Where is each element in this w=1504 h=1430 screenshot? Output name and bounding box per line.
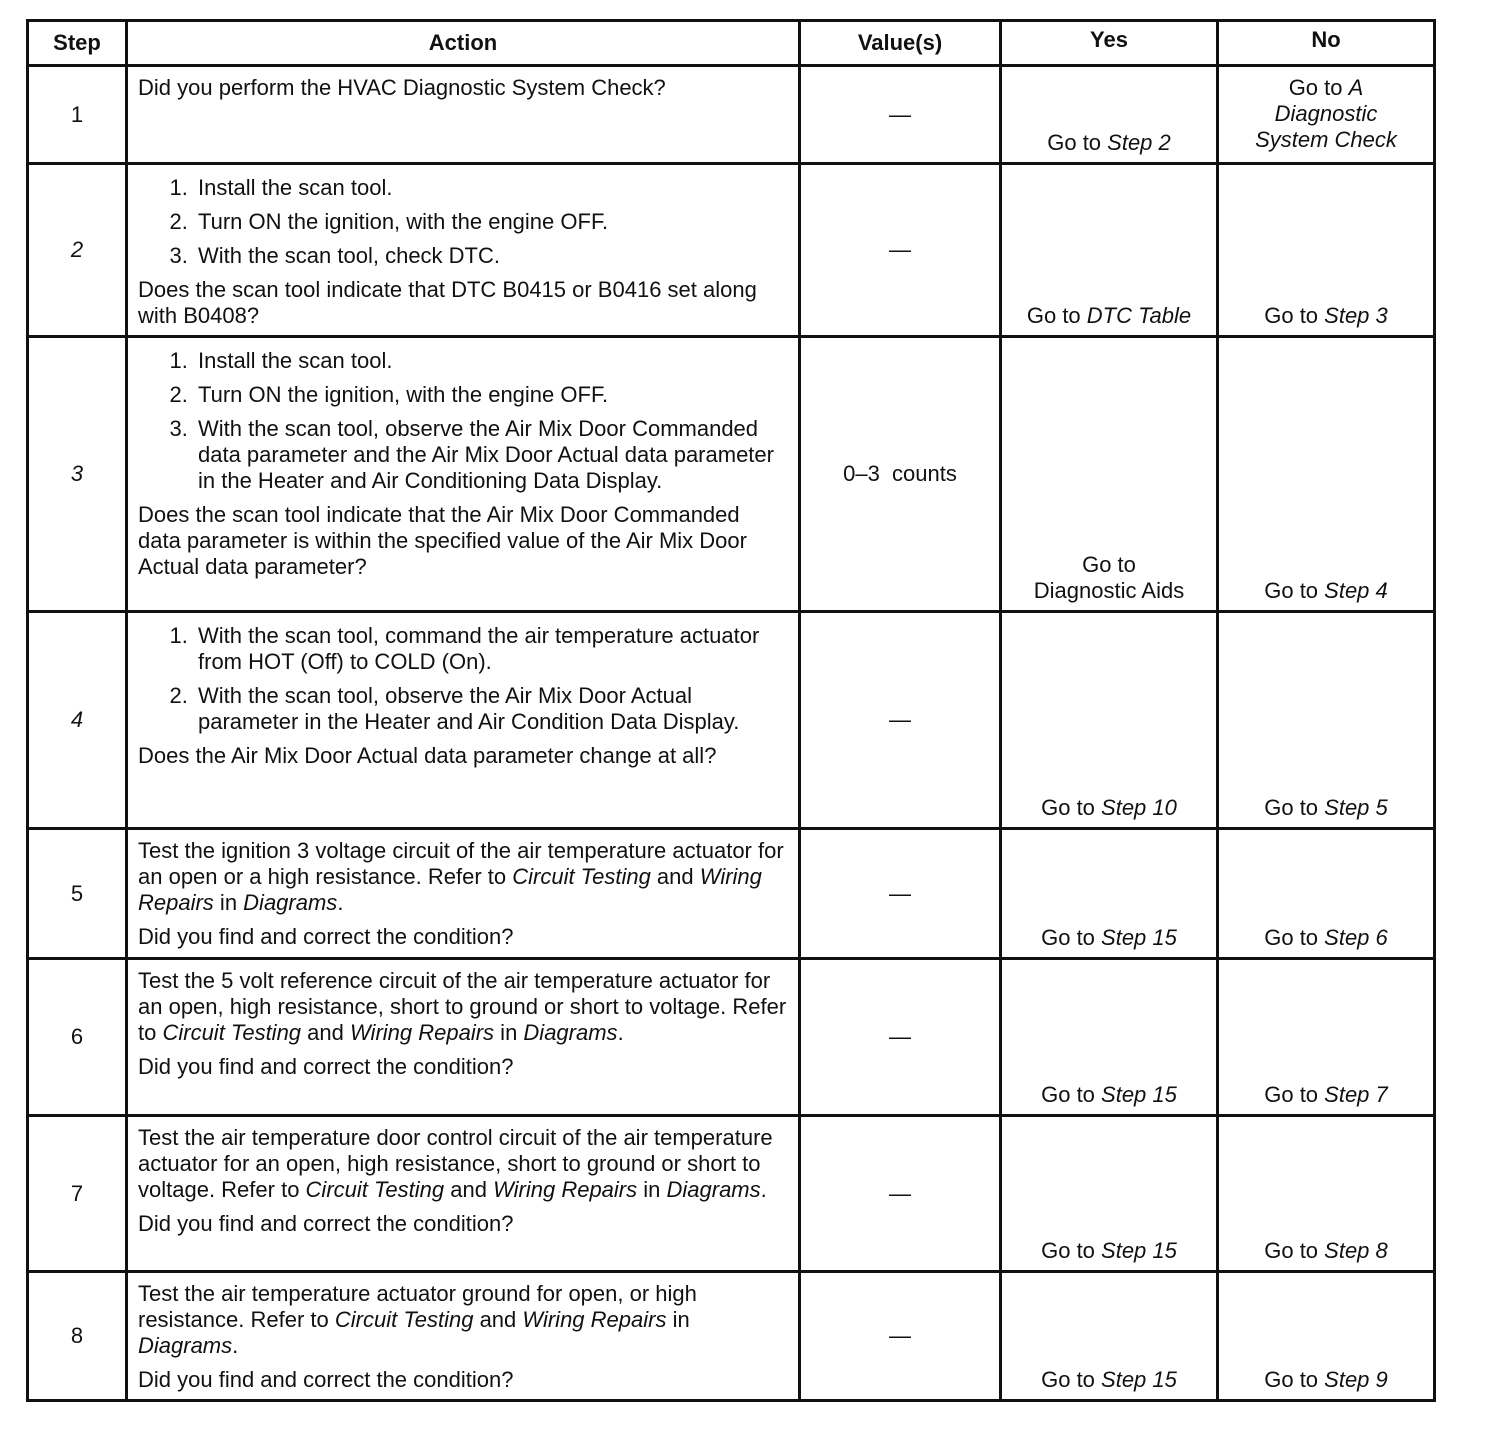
step-number: 4 xyxy=(28,612,127,829)
action-instruction: Test the ignition 3 voltage circuit of the air temperature actuator for an open or a high resistance. Refer to Circuit Testing and Wiring Repairs in Diagrams. xyxy=(138,838,784,915)
step-link: Step 10 xyxy=(1101,795,1177,820)
step-link: Step 15 xyxy=(1101,925,1177,950)
yes-cell: Go to DTC Table xyxy=(1001,164,1218,337)
action-cell xyxy=(127,612,800,829)
step-link: Step 2 xyxy=(1107,130,1171,155)
action-cell xyxy=(127,959,800,1116)
no-cell: Go to Step 9 xyxy=(1218,1272,1435,1401)
step-number: 7 xyxy=(28,1116,127,1272)
action-question: Does the scan tool indicate that the Air Mix Door Commanded data parameter is within the specified value of the Air Mix Door Actual data parameter? xyxy=(138,502,747,579)
step-link: Step 15 xyxy=(1101,1082,1177,1107)
header-row xyxy=(28,21,1435,66)
table-row xyxy=(28,959,1435,1116)
procedure-link: Diagnostic Aids xyxy=(1033,578,1185,603)
step-link: Step 5 xyxy=(1324,795,1388,820)
diagnostic-table xyxy=(26,19,1436,1402)
step-number: 2 xyxy=(28,164,127,337)
header-yes: Yes xyxy=(1001,21,1218,66)
step-link: Step 15 xyxy=(1101,1367,1177,1392)
action-question: Did you find and correct the condition? xyxy=(138,1211,514,1236)
yes-cell: Go to Step 15 xyxy=(1001,1272,1218,1401)
action-cell xyxy=(127,1272,800,1401)
value-cell: — xyxy=(800,612,1001,829)
step-number: 1 xyxy=(28,66,127,164)
table-row xyxy=(28,337,1435,612)
step-link: Step 3 xyxy=(1324,303,1388,328)
action-instruction: Test the air temperature door control circuit of the air temperature actuator for an open, high resistance, short to ground or short to voltage. Refer to Circuit Testing and Wiring Repairs in Diagrams. xyxy=(138,1125,773,1202)
action-cell xyxy=(127,1116,800,1272)
step-link: Step 8 xyxy=(1324,1238,1388,1263)
step-link: Step 15 xyxy=(1101,1238,1177,1263)
action-cell xyxy=(127,66,800,164)
table-row xyxy=(28,829,1435,959)
action-question: Did you find and correct the condition? xyxy=(138,1367,514,1392)
step-link: Step 6 xyxy=(1324,925,1388,950)
action-question: Does the Air Mix Door Actual data parameter change at all? xyxy=(138,743,717,768)
yes-cell: Go to Step 15 xyxy=(1001,959,1218,1116)
action-cell xyxy=(127,829,800,959)
header-no: No xyxy=(1218,21,1435,66)
step-number: 8 xyxy=(28,1272,127,1401)
table-row xyxy=(28,612,1435,829)
step-number: 6 xyxy=(28,959,127,1116)
no-cell: Go to Step 4 xyxy=(1218,337,1435,612)
yes-cell: Go to Step 10 xyxy=(1001,612,1218,829)
yes-cell: Go to Step 15 xyxy=(1001,829,1218,959)
action-instruction: Test the air temperature actuator ground for open, or high resistance. Refer to Circuit Testing and Wiring Repairs in Diagrams. xyxy=(138,1281,697,1358)
value-cell: — xyxy=(800,829,1001,959)
value-cell: — xyxy=(800,959,1001,1116)
action-cell xyxy=(127,164,800,337)
action-question: Did you find and correct the condition? xyxy=(138,924,514,949)
step-number: 3 xyxy=(28,337,127,612)
no-cell: Go to Step 3 xyxy=(1218,164,1435,337)
action-question: Did you perform the HVAC Diagnostic System Check? xyxy=(138,75,666,100)
step-link: Step 4 xyxy=(1324,578,1388,603)
yes-cell: Go to Diagnostic Aids xyxy=(1001,337,1218,612)
table-row xyxy=(28,1116,1435,1272)
header-step: Step xyxy=(28,21,127,66)
no-cell: Go to A Diagnostic System Check xyxy=(1218,66,1435,164)
action-question: Does the scan tool indicate that DTC B0415 or B0416 set along with B0408? xyxy=(138,277,757,328)
procedure-link: DTC Table xyxy=(1086,303,1192,328)
no-cell: Go to Step 8 xyxy=(1218,1116,1435,1272)
no-cell: Go to Step 7 xyxy=(1218,959,1435,1116)
value-cell: — xyxy=(800,66,1001,164)
no-cell: Go to Step 6 xyxy=(1218,829,1435,959)
table-row xyxy=(28,164,1435,337)
action-question: Did you find and correct the condition? xyxy=(138,1054,514,1079)
header-action: Action xyxy=(127,21,800,66)
value-cell: — xyxy=(800,1116,1001,1272)
action-steps: 1. Install the scan tool. 2. Turn ON the ignition, with the engine OFF. 3. With the scan tool, observe the Air Mix Door Commanded data parameter and the Air Mix Door Actual data parameter in the Heater and Air Conditioning Data Display. xyxy=(138,348,788,494)
action-instruction: Test the 5 volt reference circuit of the air temperature actuator for an open, high resistance, short to ground or short to voltage. Refer to Circuit Testing and Wiring Repairs in Diagrams. xyxy=(138,968,787,1045)
step-link: Step 9 xyxy=(1324,1367,1388,1392)
value-cell: — xyxy=(800,1272,1001,1401)
value-cell: — xyxy=(800,164,1001,337)
no-cell: Go to Step 5 xyxy=(1218,612,1435,829)
yes-cell: Go to Step 2 xyxy=(1001,66,1218,164)
action-steps: 1. Install the scan tool. 2. Turn ON the ignition, with the engine OFF. 3. With the scan tool, check DTC. xyxy=(138,175,788,269)
yes-cell: Go to Step 15 xyxy=(1001,1116,1218,1272)
step-link: Step 7 xyxy=(1324,1082,1388,1107)
header-values: Value(s) xyxy=(800,21,1001,66)
action-steps: 1. With the scan tool, command the air temperature actuator from HOT (Off) to COLD (On). 2. With the scan tool, observe the Air Mix Door Actual parameter in the Heater and Air Condition Data Display. xyxy=(138,623,788,735)
step-number: 5 xyxy=(28,829,127,959)
table-row xyxy=(28,1272,1435,1401)
action-cell xyxy=(127,337,800,612)
procedure-link: A Diagnostic System Check xyxy=(1255,75,1397,152)
value-cell: 0–3 counts xyxy=(800,337,1001,612)
table-row xyxy=(28,66,1435,164)
